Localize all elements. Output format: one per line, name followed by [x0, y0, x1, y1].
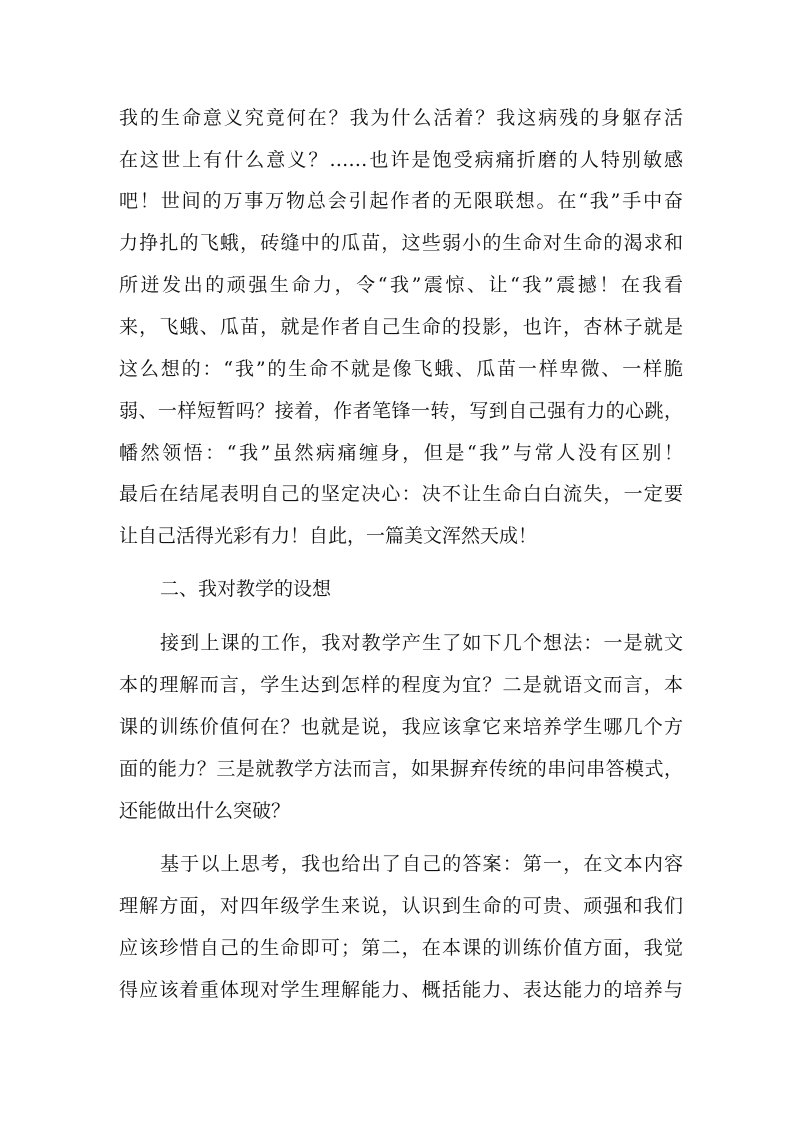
text-line: 应该珍惜自己的生命即可；第二，在本课的训练价值方面，我觉 [119, 937, 683, 959]
text-line: 接到上课的工作，我对教学产生了如下几个想法：一是就文 [160, 632, 683, 654]
text-line: 吧！世间的万事万物总会引起作者的无限联想。在“我”手中奋 [119, 190, 683, 212]
text-line: 这么想的：“我”的生命不就是像飞蛾、瓜苗一样卑微、一样脆 [119, 358, 683, 380]
text-line: 还能做出什么突破？ [119, 800, 291, 822]
text-line: 课的训练价值何在？也就是说，我应该拿它来培养学生哪几个方 [119, 716, 683, 738]
text-line: 弱、一样短暂吗？接着，作者笔锋一转，写到自己强有力的心跳， [119, 400, 683, 422]
text-line: 理解方面，对四年级学生来说，认识到生命的可贵、顽强和我们 [119, 895, 683, 917]
text-line: 在这世上有什么意义？……也许是饱受病痛折磨的人特别敏感 [119, 149, 683, 171]
text-line: 幡然领悟：“我”虽然病痛缠身，但是“我”与常人没有区别！ [119, 442, 683, 464]
text-line: 得应该着重体现对学生理解能力、概括能力、表达能力的培养与 [119, 979, 683, 1001]
section-heading: 二、我对教学的设想 [160, 578, 332, 600]
text-line: 让自己活得光彩有力！自此，一篇美文浑然天成！ [119, 525, 538, 547]
text-line: 力挣扎的飞蛾，砖缝中的瓜苗，这些弱小的生命对生命的渴求和 [119, 232, 683, 254]
text-line: 基于以上思考，我也给出了自己的答案：第一，在文本内容 [160, 853, 683, 875]
text-line: 来，飞蛾、瓜苗，就是作者自己生命的投影，也许，杏林子就是 [119, 316, 683, 338]
text-line: 面的能力？三是就教学方法而言，如果摒弃传统的串问串答模式， [119, 758, 683, 780]
text-line: 最后在结尾表明自己的坚定决心：决不让生命白白流失，一定要 [119, 483, 683, 505]
text-line: 我的生命意义究竟何在？我为什么活着？我这病残的身躯存活 [119, 107, 683, 129]
text-line: 本的理解而言，学生达到怎样的程度为宜？二是就语文而言，本 [119, 674, 683, 696]
text-line: 所迸发出的顽强生命力，令“我”震惊、让“我”震撼！在我看 [119, 274, 683, 296]
